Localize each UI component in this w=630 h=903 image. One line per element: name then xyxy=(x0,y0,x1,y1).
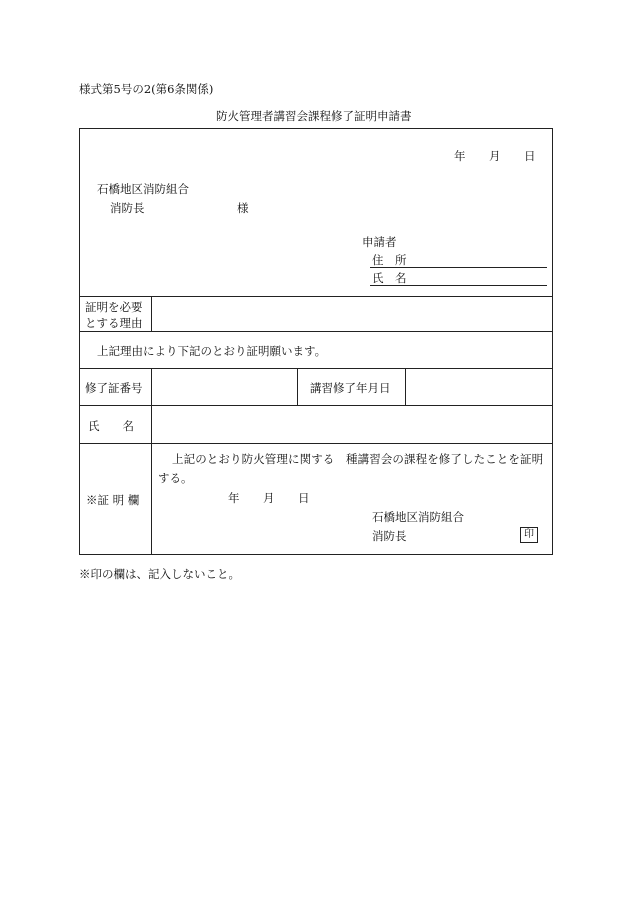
certification-text-line1: 上記のとおり防火管理に関する 種講習会の課程を修了したことを証明 xyxy=(172,452,544,466)
column-divider-certificate-1 xyxy=(151,368,152,405)
addressee-org: 石橋地区消防組合 xyxy=(97,182,189,196)
certification-date-month: 月 xyxy=(263,491,275,505)
name-label: 氏 名 xyxy=(372,271,407,285)
request-statement: 上記理由により下記のとおり証明願います。 xyxy=(97,344,327,358)
table-border-right xyxy=(552,128,553,555)
date-month-label: 月 xyxy=(489,149,501,163)
reason-value-field[interactable] xyxy=(158,307,546,323)
reason-label-line1: 証明を必要 xyxy=(85,300,143,314)
applicant-label: 申請者 xyxy=(362,235,397,249)
certificate-number-field[interactable] xyxy=(157,378,291,394)
applicant-name-label: 氏 名 xyxy=(88,419,134,433)
table-border-top xyxy=(79,128,553,129)
table-border-left xyxy=(79,128,80,555)
form-title: 防火管理者講習会課程修了証明申請書 xyxy=(216,109,412,123)
addressee-title: 消防長 xyxy=(110,201,145,215)
certification-label: ※証 明 欄 xyxy=(86,493,140,507)
addressee-suffix: 様 xyxy=(237,201,249,215)
column-divider-certification xyxy=(151,443,152,554)
completion-date-field[interactable] xyxy=(411,378,546,394)
completion-date-label: 講習修了年月日 xyxy=(310,381,391,395)
table-border-bottom xyxy=(79,554,553,555)
footnote: ※印の欄は、記入しないこと。 xyxy=(79,567,240,581)
date-year-label: 年 xyxy=(454,149,466,163)
applicant-name-field[interactable] xyxy=(158,416,546,432)
certification-org: 石橋地区消防組合 xyxy=(372,510,464,524)
certificate-number-label: 修了証番号 xyxy=(85,381,143,395)
reason-label-line2: とする理由 xyxy=(85,316,143,330)
name-underline xyxy=(370,285,547,286)
certification-text-line2: する。 xyxy=(158,471,193,485)
seal-mark: 印 xyxy=(520,527,538,543)
address-label: 住 所 xyxy=(372,253,407,267)
certification-date-day: 日 xyxy=(298,491,310,505)
column-divider-certificate-2 xyxy=(297,368,298,405)
certification-title: 消防長 xyxy=(372,529,407,543)
form-number: 様式第5号の2(第6条関係) xyxy=(79,82,214,96)
certification-date-year: 年 xyxy=(228,491,240,505)
address-underline xyxy=(370,267,547,268)
column-divider-name xyxy=(151,405,152,443)
row-divider-reason-bottom xyxy=(79,331,553,332)
column-divider-reason xyxy=(151,296,152,331)
date-day-label: 日 xyxy=(524,149,536,163)
column-divider-certificate-3 xyxy=(405,368,406,405)
